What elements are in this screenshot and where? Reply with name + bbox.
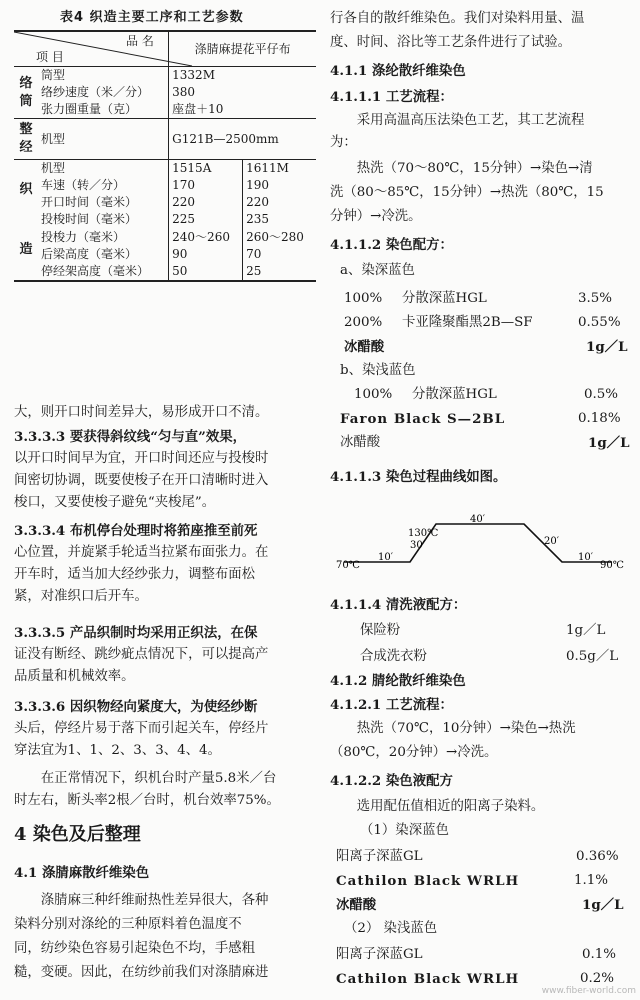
text-line: 分钟）→冷洗。	[330, 209, 422, 224]
section-label: 整经	[14, 119, 38, 160]
table-cell: 后梁高度（毫米）	[41, 246, 138, 261]
header-fabric-label: 涤腈麻提花平仔布	[169, 31, 316, 67]
table-row	[14, 160, 316, 178]
recipe-d2-label: （2） 染浅蓝色	[344, 921, 438, 936]
table-cell: G121B—2500mm	[169, 119, 316, 160]
recipe-d2-amount: 0.2%	[580, 971, 615, 986]
recipe-b-amount: 0.18%	[578, 411, 621, 426]
table-header-row	[14, 31, 316, 67]
text-line: 开车时，适当加大经纱张力，调整布面松	[14, 567, 256, 582]
table-cell: 开口时间（毫米）	[41, 195, 138, 210]
table-cell: 座盘＋10	[169, 101, 316, 119]
label-30min: 30′	[410, 540, 425, 551]
text-line: 行各自的散纤维染色。我们对染料用量、温	[330, 11, 585, 26]
recipe-a-dye: 分散深蓝HGL	[402, 291, 487, 306]
recipe-d1-dye: 阳离子深蓝GL	[336, 849, 423, 864]
recipe-a-pct: 100%	[344, 291, 383, 306]
table-cell: 机型	[38, 119, 169, 160]
table-row	[14, 101, 316, 119]
recipe-a-pct: 200%	[344, 315, 383, 330]
recipe-b-amount: 1g／L	[588, 435, 630, 451]
label-90c: 90℃	[600, 560, 624, 571]
table-row	[14, 177, 316, 194]
table-cell: 190	[243, 177, 316, 194]
text-line: 采用高温高压法染色工艺，其工艺流程	[356, 113, 585, 128]
recipe-a-label: a、染深蓝色	[340, 263, 415, 278]
table-cell: 停经架高度（毫米）	[38, 263, 169, 281]
recipe-d2-dye: 阳离子深蓝GL	[336, 947, 423, 962]
table-cell: 90	[169, 246, 243, 263]
section-label: 络筒	[14, 67, 38, 119]
cleaning-amount: 0.5g／L	[566, 649, 619, 664]
text-line: 度、时间、浴比等工艺条件进行了试验。	[330, 35, 572, 50]
dyeing-curve-diagram	[330, 512, 630, 580]
recipe-d2-amount: 0.1%	[582, 947, 617, 962]
para-3335: 3.3.3.5 产品织制时均采用正织法，在保	[14, 625, 258, 641]
recipe-b-acid: 冰醋酸	[340, 435, 381, 450]
recipe-b-dye: 分散深蓝HGL	[412, 387, 497, 402]
table-row	[14, 119, 316, 160]
table-cell: 235	[243, 211, 316, 228]
text-line: 穿法宜为1、1、2、3、3、4、4。	[14, 743, 221, 758]
cleaning-agent: 合成洗衣粉	[360, 649, 427, 664]
text-line: 糙，变硬。因此，在纺纱前我们对涤腈麻进	[14, 965, 269, 980]
heading-4-1-2-2: 4.1.2.2 染色液配方	[330, 773, 453, 789]
heading-4-1-1-4: 4.1.1.4 清洗液配方：	[330, 597, 467, 613]
recipe-b-dye: Faron Black S—2BL	[340, 411, 506, 427]
table-title: 表4 织造主要工序和工艺参数	[60, 10, 244, 25]
recipe-a-dye: 卡亚隆聚酯黑2B—SF	[402, 315, 533, 330]
process-parameter-table	[14, 30, 316, 282]
table-cell: 1515A	[169, 160, 243, 178]
table-cell: 220	[243, 194, 316, 211]
recipe-b-pct: 100%	[354, 387, 393, 402]
text-line: 大，则开口时间差异大，易形成开口不清。	[14, 405, 269, 420]
recipe-d1-dye: Cathilon Black WRLH	[336, 873, 520, 889]
text-line: 热洗（70℃，10分钟）→染色→热洗	[356, 721, 576, 736]
text-line: 证没有断经、跳纱疵点情况下，可以提高产	[14, 647, 269, 662]
recipe-a-acid: 冰醋酸	[344, 339, 385, 355]
table-cell: 机型	[38, 160, 169, 178]
text-line: 染料分别对涤纶的三种原料着色温度不	[14, 917, 242, 932]
label-10min-b: 10′	[578, 552, 593, 563]
table-row	[14, 194, 316, 211]
table-cell: 260～280	[243, 229, 316, 246]
heading-4-1-1: 4.1.1 涤纶散纤维染色	[330, 63, 466, 79]
table-cell: 50	[169, 263, 243, 281]
recipe-a-amount: 0.55%	[578, 315, 621, 330]
table-cell: 投梭时间（毫米）	[41, 212, 138, 227]
text-line: 在正常情况下，织机台时产量5.8米／台	[40, 771, 277, 786]
text-line: 同，纺纱染色容易引起染色不均，手感粗	[14, 941, 256, 956]
heading-4-1-2: 4.1.2 腈纶散纤维染色	[330, 673, 466, 689]
table-cell: 络纱速度（米／分）	[41, 85, 150, 99]
heading-4-1-1-1: 4.1.1.1 工艺流程：	[330, 89, 453, 105]
para-3333: 3.3.3.3 要获得斜纹线“匀与直”效果，	[14, 429, 247, 445]
cleaning-agent: 保险粉	[360, 623, 401, 638]
recipe-d2-dye: Cathilon Black WRLH	[336, 971, 520, 987]
table-row	[14, 263, 316, 281]
text-line: 以开口时间早为宜，开口时间还应与投梭时	[14, 451, 269, 466]
section-heading-4: 4 染色及后整理	[14, 824, 141, 845]
label-40min: 40′	[470, 514, 485, 525]
table-cell: 225	[169, 211, 243, 228]
text-line: 头后，停经片易于落下而引起关车，停经片	[14, 721, 269, 736]
table-cell: 240～260	[169, 229, 243, 246]
recipe-d1-amount: 1.1%	[574, 873, 609, 888]
text-line: （80℃，20分钟）→冷洗。	[330, 745, 498, 760]
label-20min: 20′	[544, 536, 559, 547]
watermark: www.fiber-world.com	[541, 986, 636, 996]
text-line: 为：	[330, 135, 357, 150]
table-row	[14, 246, 316, 263]
heading-4-1-1-2: 4.1.1.2 染色配方：	[330, 237, 453, 253]
table-cell: 投梭力（毫米）	[41, 229, 126, 244]
heading-4-1-1-3: 4.1.1.3 染色过程曲线如图。	[330, 469, 507, 485]
recipe-d1-amount: 0.36%	[576, 849, 619, 864]
text-line: 热洗（70～80℃，15分钟）→染色→清	[356, 161, 593, 176]
recipe-b-amount: 0.5%	[584, 387, 619, 402]
table-cell: 1611M	[243, 160, 316, 178]
table-cell: 70	[243, 246, 316, 263]
text-line: 梭口，又要使梭子避免“夹梭尾”。	[14, 495, 216, 510]
text-line: 紧，对准织口后开车。	[14, 589, 148, 604]
cleaning-amount: 1g／L	[566, 623, 606, 638]
table-row	[14, 229, 316, 246]
label-70c: 70℃	[336, 560, 360, 571]
table-cell: 380	[169, 84, 316, 101]
header-item-label: 项 目	[36, 50, 64, 64]
text-line: 心位置，并旋紧手轮适当拉紧布面张力。在	[14, 545, 269, 560]
recipe-d1-amount: 1g／L	[582, 897, 624, 913]
label-10min-a: 10′	[378, 552, 393, 563]
table-cell: 170	[169, 177, 243, 194]
table-cell: 220	[169, 194, 243, 211]
section-heading-4-1: 4.1 涤腈麻散纤维染色	[14, 865, 150, 881]
text-line: 品质量和机械效率。	[14, 669, 135, 684]
label-130c: 130℃	[408, 528, 439, 539]
table-row	[14, 211, 316, 228]
text-line: 时左右，断头率2根／台时，机台效率75%。	[14, 793, 280, 808]
table-cell: 筒型	[38, 67, 169, 85]
text-line: 洗（80～85℃，15分钟）→热洗（80℃，15	[330, 185, 604, 200]
text-line: 涤腈麻三种纤维耐热性差异很大，各种	[40, 893, 269, 908]
text-line: 选用配伍值相近的阳离子染料。	[356, 799, 545, 814]
header-product-label: 品 名	[126, 34, 154, 48]
recipe-a-amount: 1g／L	[586, 339, 628, 355]
recipe-a-amount: 3.5%	[578, 291, 613, 306]
table-cell: 张力圈重量（克）	[41, 102, 138, 116]
text-line: 间密切协调，既要使梭子在开口清晰时进入	[14, 473, 269, 488]
table-row	[14, 84, 316, 101]
para-3336: 3.3.3.6 因织物经向紧度大，为使经纱断	[14, 699, 258, 715]
table-cell: 1332M	[169, 67, 316, 85]
table-row	[14, 67, 316, 85]
table-cell: 25	[243, 263, 316, 281]
recipe-d1-label: （1）染深蓝色	[360, 823, 449, 838]
table-corner-cell	[14, 31, 169, 67]
para-3334: 3.3.3.4 布机停台处理时将筘座推至前死	[14, 523, 258, 539]
heading-4-1-2-1: 4.1.2.1 工艺流程：	[330, 697, 453, 713]
section-label: 织造	[14, 160, 38, 282]
recipe-b-label: b、染浅蓝色	[340, 363, 416, 378]
recipe-d1-acid: 冰醋酸	[336, 897, 377, 913]
table-cell: 车速（转／分）	[41, 178, 126, 193]
